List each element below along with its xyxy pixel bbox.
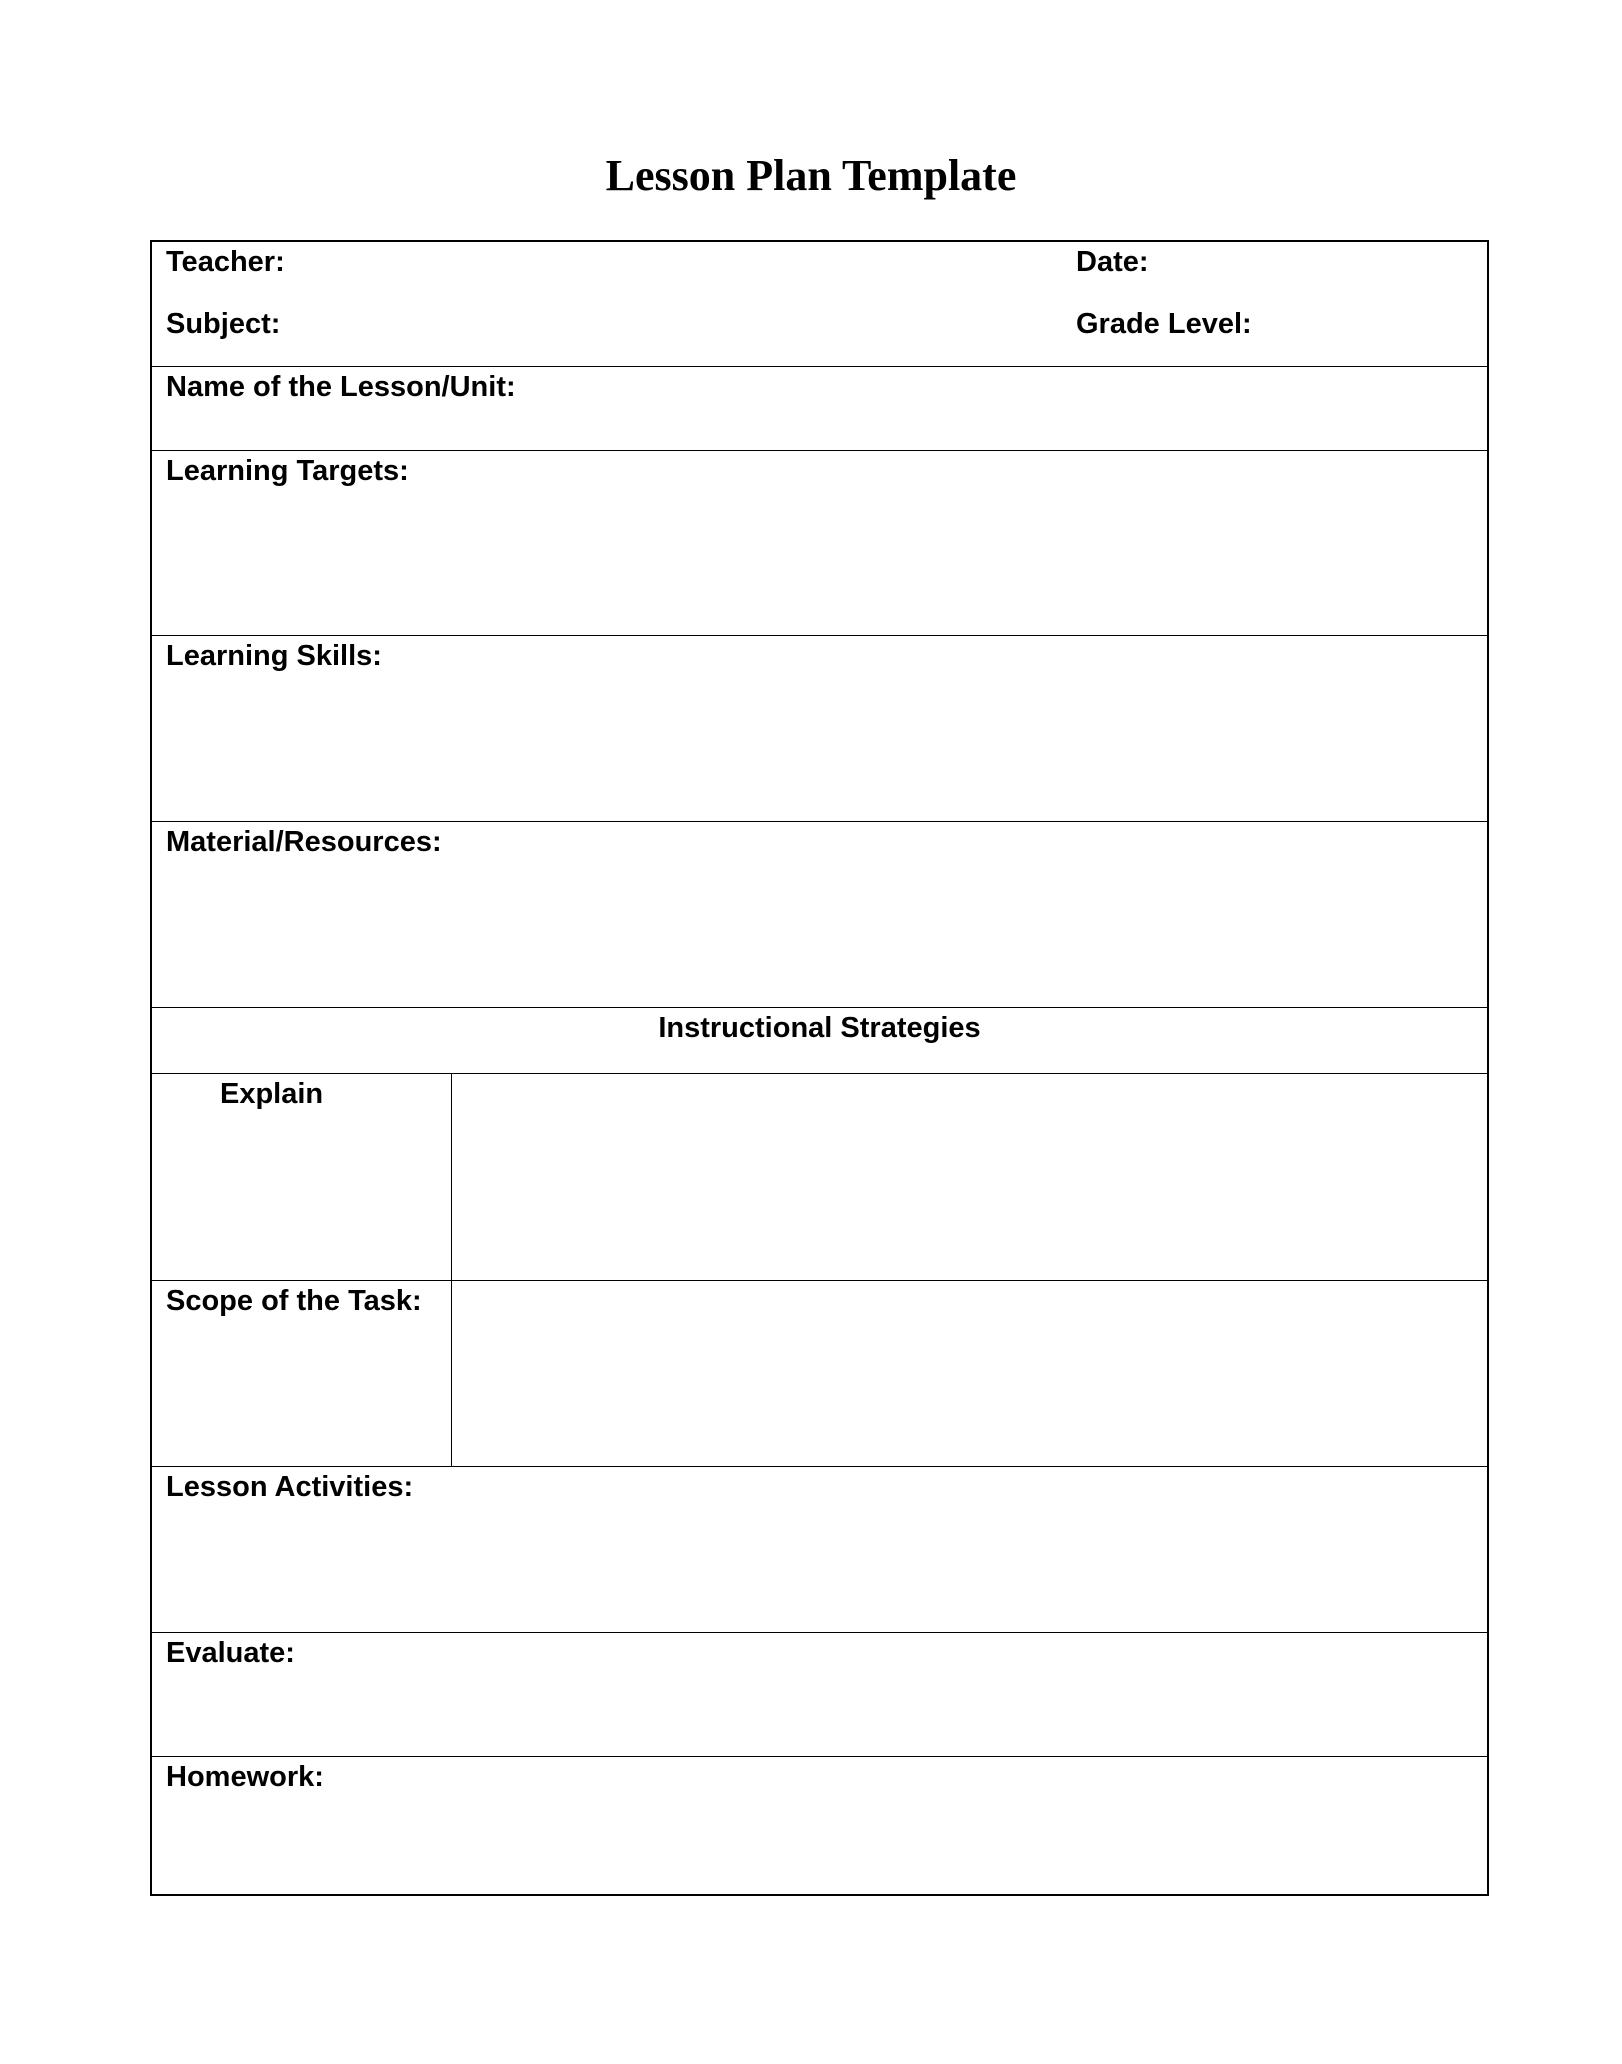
learning-targets-row [152,451,1487,636]
lesson-name-label: Name of the Lesson/Unit: [166,371,516,403]
lesson-activities-row [152,1467,1487,1633]
evaluate-field[interactable] [152,1673,1487,1757]
instructional-strategies-row [152,1008,1487,1074]
lesson-activities-field[interactable] [152,1507,1487,1633]
instructional-strategies-heading: Instructional Strategies [658,1012,981,1044]
homework-label: Homework: [166,1761,324,1793]
scope-field[interactable] [453,1281,1487,1466]
lesson-activities-label: Lesson Activities: [166,1471,414,1503]
page-title: Lesson Plan Template [605,151,1017,200]
explain-label: Explain [220,1078,324,1110]
scope-label: Scope of the Task: [166,1285,422,1317]
materials-field[interactable] [152,862,1487,1008]
scope-row [152,1281,1487,1467]
explain-row [152,1074,1487,1281]
grade-level-label: Grade Level: [1076,308,1252,340]
homework-row [152,1757,1487,1894]
teacher-label: Teacher: [166,246,285,278]
header-row [152,242,1487,367]
learning-skills-field[interactable] [152,676,1487,822]
date-field[interactable] [1162,242,1482,302]
lesson-name-row [152,367,1487,451]
learning-targets-field[interactable] [152,491,1487,636]
materials-label: Material/Resources: [166,826,442,858]
explain-divider [451,1074,452,1280]
subject-label: Subject: [166,308,281,340]
homework-field[interactable] [152,1797,1487,1894]
subject-field[interactable] [292,304,1052,364]
evaluate-row [152,1633,1487,1757]
grade-level-field[interactable] [1262,304,1482,364]
evaluate-label: Evaluate: [166,1637,295,1669]
lesson-plan-form [150,240,1489,1896]
scope-divider [451,1281,452,1466]
learning-targets-label: Learning Targets: [166,455,409,487]
learning-skills-label: Learning Skills: [166,640,382,672]
date-label: Date: [1076,246,1149,278]
lesson-name-field[interactable] [152,367,1487,450]
teacher-field[interactable] [292,242,1052,302]
materials-row [152,822,1487,1008]
learning-skills-row [152,636,1487,822]
explain-field[interactable] [453,1074,1487,1280]
